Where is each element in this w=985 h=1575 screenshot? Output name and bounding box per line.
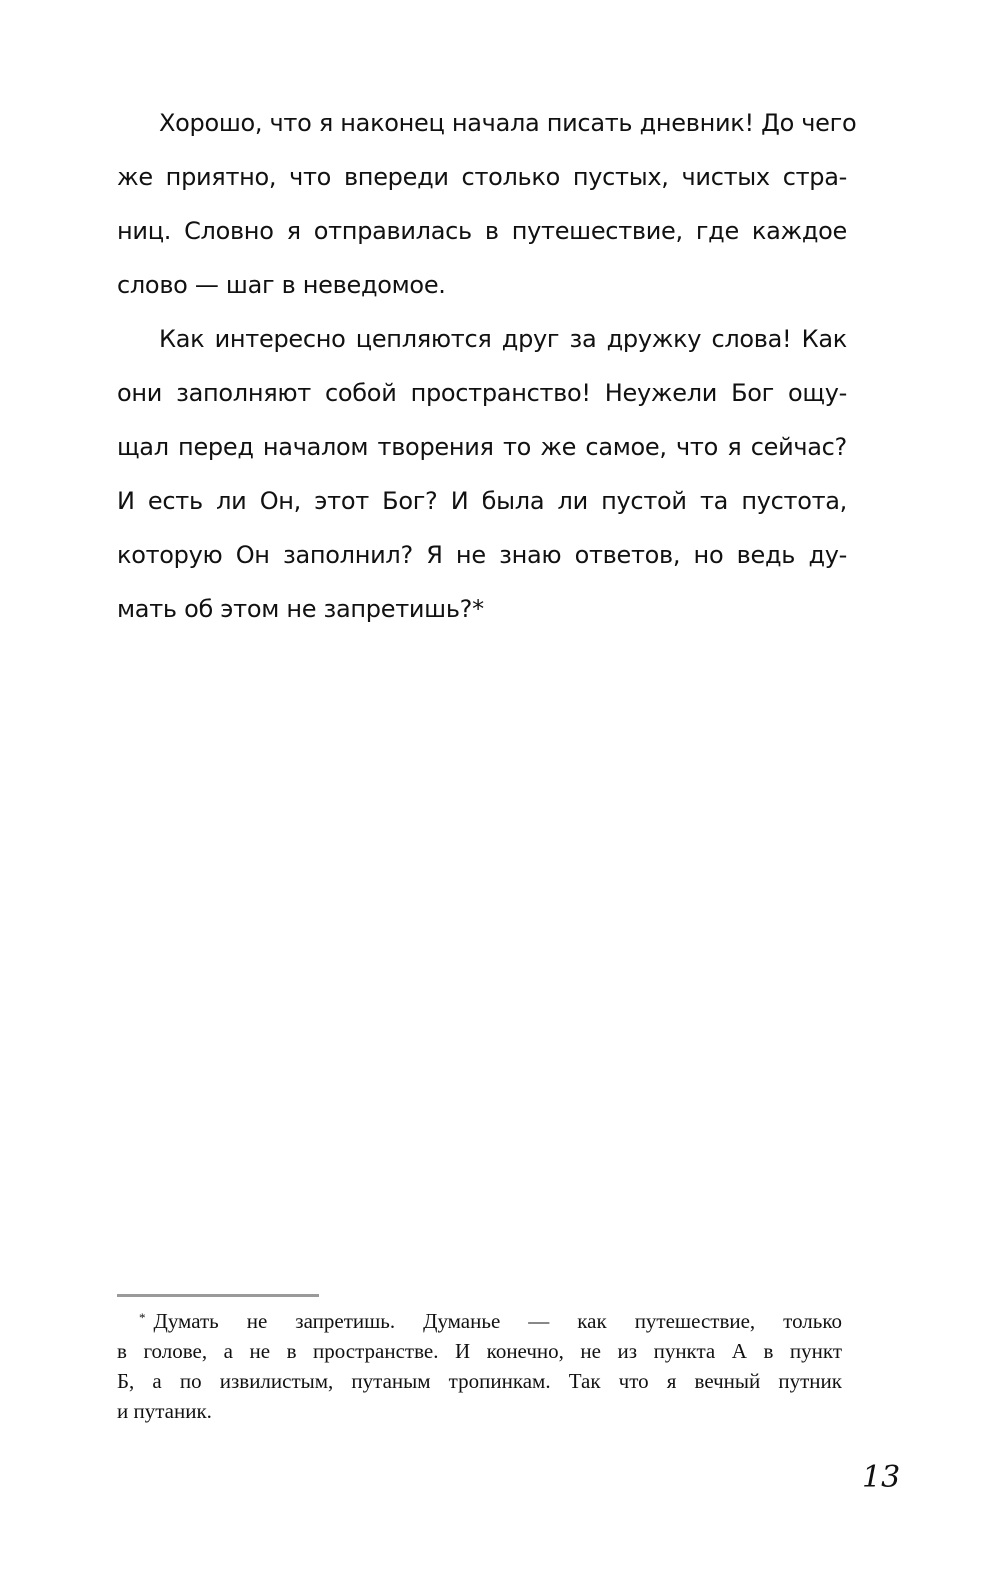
text-line: они заполняют собой пространство! Неужели Бог ощу- (117, 379, 847, 407)
footnote-line: и путаник. (117, 1399, 212, 1423)
footnote-line: в голове, а не в пространстве. И конечно, не из пункта А в пункт (117, 1339, 842, 1363)
text-line: которую Он заполнил? Я не знаю ответов, но ведь ду- (117, 541, 847, 569)
footnote-line (117, 1306, 842, 1336)
footnote-line: Б, а по извилистым, путаным тропинкам. Так что я вечный путник (117, 1369, 842, 1393)
text-line: щал перед началом творения то же самое, что я сейчас? (117, 433, 847, 461)
paragraph-1 (117, 96, 857, 312)
text-line: Хорошо, что я наконец начала писать дневник! До чего (159, 109, 857, 137)
footnote (117, 1306, 842, 1426)
page-number: 13 (862, 1460, 901, 1495)
text-line: же приятно, что впереди столько пустых, чистых стра- (117, 163, 847, 191)
paragraph-2 (117, 312, 847, 636)
text-line: мать об этом не запретишь?* (117, 595, 484, 623)
text-line: Как интересно цепляются друг за дружку слова! Как (159, 325, 847, 353)
footnote-marker: * (139, 1310, 146, 1325)
text-line: слово — шаг в неведомое. (117, 271, 446, 299)
text-line: И есть ли Он, этот Бог? И была ли пустой та пустота, (117, 487, 847, 515)
text-line: ниц. Словно я отправилась в путешествие, где каждое (117, 217, 847, 245)
main-text (117, 96, 857, 636)
footnote-line-text: Думать не запретишь. Думанье — как путешествие, только (153, 1309, 842, 1333)
footnote-divider (117, 1294, 319, 1297)
